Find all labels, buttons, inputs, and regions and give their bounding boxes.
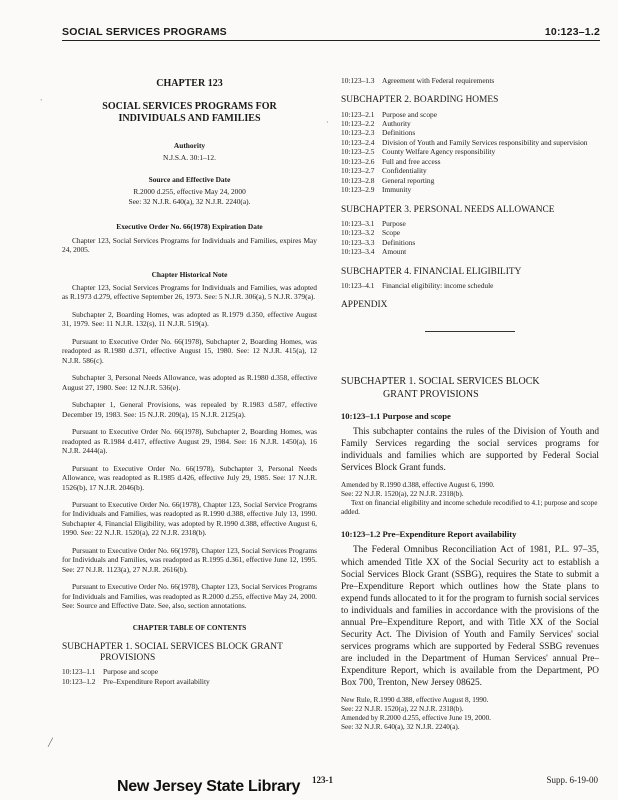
toc-item-number: 10:123–2.5 <box>341 147 375 157</box>
toc-item-number: 10:123–2.2 <box>341 118 375 128</box>
toc-item-text: Purpose <box>382 218 406 228</box>
toc-item-text: County Welfare Agency responsibility <box>382 147 496 157</box>
toc-item[interactable] <box>341 166 599 175</box>
toc-item[interactable] <box>341 219 599 228</box>
historical-note <box>62 283 317 611</box>
header-section-number: 10:123–1.2 <box>544 26 600 38</box>
running-header <box>62 26 600 41</box>
section-notes-1-1 <box>341 481 599 517</box>
supplement-date: Supp. 6-19-00 <box>546 775 598 785</box>
section-title-1-1: 10:123–1.1 Purpose and scope <box>341 411 451 422</box>
section-note: See: 22 N.J.R. 1520(a), 22 N.J.R. 2318(b). <box>341 705 464 714</box>
toc-item-number: 10:123–2.8 <box>341 175 375 185</box>
toc-item[interactable] <box>341 185 599 194</box>
history-paragraph: Pursuant to Executive Order No. 66(1978), Chapter 123, Social Services Programs for Individuals and Families, was readopted as R.1995 d.361, effective June 12, 1995. See: 27 N.J.R. 1123(a), 27 N.J.R. 2616(b). <box>62 545 317 574</box>
toc-list <box>62 667 317 686</box>
subchapter-title-cont: GRANT PROVISIONS <box>383 388 479 400</box>
page-number: 123-1 <box>312 775 333 785</box>
toc-item-number: 10:123–2.9 <box>341 185 375 195</box>
history-paragraph: Subchapter 1, General Provisions, was repealed by R.1983 d.587, effective December 19, 1983. See: 15 N.J.R. 209(a), 15 N.J.R. 2125(a). <box>62 400 317 419</box>
toc-item[interactable] <box>341 147 599 156</box>
toc-item-text: Division of Youth and Family Services responsibility and supervision <box>382 137 588 147</box>
source-line: R.2000 d.255, effective May 24, 2000 <box>133 187 246 197</box>
toc-item-text: Financial eligibility: income schedule <box>382 280 494 290</box>
authority-text: N.J.S.A. 30:1–12. <box>163 153 216 163</box>
toc-item[interactable] <box>62 667 317 676</box>
section-note: Amended by R.2000 d.255, effective June 19, 2000. <box>341 714 491 723</box>
toc-heading: CHAPTER TABLE OF CONTENTS <box>132 623 247 632</box>
toc-item[interactable] <box>341 138 599 147</box>
toc-item-text: Authority <box>382 118 411 128</box>
toc-item-number: 10:123–3.3 <box>341 237 375 247</box>
section-divider <box>425 331 515 332</box>
toc-item[interactable] <box>341 281 599 290</box>
source-heading: Source and Effective Date <box>148 174 231 184</box>
margin-mark: ` <box>40 98 43 107</box>
toc-item-text: Full and free access <box>382 156 441 166</box>
toc-item-number: 10:123–4.1 <box>341 280 375 290</box>
section-note: See: 32 N.J.R. 640(a), 32 N.J.R. 2240(a). <box>341 723 460 732</box>
toc-subchapter-4: SUBCHAPTER 4. FINANCIAL ELIGIBILITY <box>341 266 522 277</box>
toc-item[interactable] <box>341 157 599 166</box>
toc-subchapter-title: SUBCHAPTER 1. SOCIAL SERVICES BLOCK GRANT <box>62 641 283 652</box>
toc-item[interactable] <box>341 119 599 128</box>
chapter-title: SOCIAL SERVICES PROGRAMS FOR INDIVIDUALS AND FAMILIES <box>102 100 277 124</box>
margin-mark: ╱ <box>48 738 53 747</box>
margin-mark: · <box>326 118 329 127</box>
history-paragraph: Pursuant to Executive Order No. 66(1978), Subchapter 3, Personal Needs Allowance, was readopted as R.1985 d.426, effective July 29, 1985. See: 17 N.J.R. 1526(b), 17 N.J.R. 2046(b). <box>62 463 317 492</box>
history-paragraph: Subchapter 2, Boarding Homes, was adopted as R.1979 d.350, effective August 31, 1979. See: 11 N.J.R. 132(s), 11 N.J.R. 519(a). <box>62 309 317 329</box>
left-column <box>62 76 317 686</box>
toc-item-number: 10:123–2.6 <box>341 156 375 166</box>
toc-item-text: Amount <box>382 247 407 257</box>
toc-item[interactable] <box>341 176 599 185</box>
toc-item[interactable] <box>341 228 599 237</box>
toc-appendix[interactable]: APPENDIX <box>341 300 388 311</box>
source-line: See: 32 N.J.R. 640(a), 32 N.J.R. 2240(a). <box>128 196 251 206</box>
toc-item[interactable] <box>341 110 599 119</box>
historical-note-heading: Chapter Historical Note <box>151 269 228 279</box>
toc-item[interactable] <box>341 128 599 137</box>
toc-item-text: Definitions <box>382 128 416 138</box>
history-paragraph: Pursuant to Executive Order No. 66(1978), Subchapter 2, Boarding Homes, was readopted as R.1980 d.371, effective August 15, 1980. See: 12 N.J.R. 415(a), 12 N.J.R. 586(c). <box>62 336 317 365</box>
toc-item-number: 10:123–2.4 <box>341 137 375 147</box>
toc-item-number: 10:123–1.1 <box>62 667 96 677</box>
toc-list <box>341 219 599 257</box>
toc-subchapter-title-cont: PROVISIONS <box>100 653 156 664</box>
toc-item-text: Agreement with Federal requirements <box>382 76 495 85</box>
toc-item-text: General reporting <box>382 175 435 185</box>
section-body-1-2: The Federal Omnibus Reconciliation Act of 1981, P.L. 97–35, which amended Title XX of the Social Security act to establish a Social Services Block Grant (SSBG), requires the State to submit a Pre–Expenditure Report which outlines how the State plans to expend funds allocated to it for the program to furnish social services to individuals and families in accordance with the provisions of the annual Pre–Expenditure Report, and with Title XX of the Social Security Act. The Division of Youth and Family Services' social services programs which are supported by Federal SSBG revenues are included in the Department of Human Services' annual Pre–Expenditure Report, which is available from the Department, PO Box 700, Trenton, New Jersey 08625. <box>341 545 599 689</box>
history-paragraph: Pursuant to Executive Order No. 66(1978), Chapter 123, Social Services Programs for Individuals and Families, was readopted as R.2000 d.255, effective May 24, 2000. See: Source and Effective Date. See, also, section annotations. <box>62 582 317 611</box>
history-paragraph: Chapter 123, Social Services Programs for Individuals and Families, was adopted as R.1973 d.279, effective September 26, 1973. See: 5 N.J.R. 306(a), 5 N.J.R. 379(a). <box>62 283 317 302</box>
toc-item-number: 10:123–3.2 <box>341 228 375 238</box>
toc-item-number: 10:123–2.7 <box>341 166 375 176</box>
toc-list <box>341 110 599 195</box>
section-notes-1-2 <box>341 696 599 732</box>
toc-item-number: 10:123–2.1 <box>341 109 375 119</box>
section-note: Text on financial eligibility and income schedule recodified to 4.1; purpose and scope added. <box>341 499 598 517</box>
history-paragraph: Subchapter 3, Personal Needs Allowance, was adopted as R.1980 d.358, effective August 27, 1980. See: 12 N.J.R. 536(e). <box>62 373 317 392</box>
toc-item-text: Scope <box>382 228 401 238</box>
chapter-number: CHAPTER 123 <box>156 78 223 89</box>
authority-heading: Authority <box>173 140 206 150</box>
toc-item-text: Confidentiality <box>382 166 427 176</box>
toc-subchapter-1 <box>62 642 317 665</box>
toc-item-number: 10:123–1.3 <box>341 76 375 85</box>
toc-item-text: Purpose and scope <box>382 109 438 119</box>
toc-item[interactable] <box>341 247 599 256</box>
section-body-1-1: This subchapter contains the rules of the Division of Youth and Family Services regarding the social services programs for individuals and families which are supported by Federal Social Services Block Grant funds. <box>341 427 599 474</box>
toc-item[interactable] <box>62 677 317 686</box>
exec-order-text: Chapter 123, Social Services Programs for Individuals and Families, expires May 24, 2005. <box>62 235 317 255</box>
toc-item[interactable] <box>341 238 599 247</box>
toc-list <box>341 281 599 290</box>
toc-item-text: Purpose and scope <box>103 667 159 677</box>
history-paragraph: Pursuant to Executive Order No. 66(1978), Subchapter 2, Boarding Homes, was readopted as R.1984 d.417, effective August 29, 1984. See: 16 N.J.R. 1450(a), 16 N.J.R. 2444(a). <box>62 427 317 456</box>
toc-item-number: 10:123–2.3 <box>341 128 375 138</box>
toc-item-number: 10:123–1.2 <box>62 676 96 686</box>
section-note: New Rule, R.1990 d.388, effective August 8, 1990. <box>341 696 489 705</box>
section-title-1-2: 10:123–1.2 Pre–Expenditure Report availability <box>341 529 517 540</box>
toc-subchapter-2: SUBCHAPTER 2. BOARDING HOMES <box>341 95 499 106</box>
section-note: Amended by R.1990 d.388, effective August 6, 1990. <box>341 481 495 490</box>
header-title: SOCIAL SERVICES PROGRAMS <box>62 26 227 38</box>
toc-item-number: 10:123–3.4 <box>341 247 375 257</box>
subchapter-title: SUBCHAPTER 1. SOCIAL SERVICES BLOCK <box>341 376 540 388</box>
history-paragraph: Pursuant to Executive Order No. 66(1978), Chapter 123, Social Service Programs for Individuals and Families, was readopted as R.1990 d.388, effective July 13, 1990. Subchapter 4, Financial Eligibility, was adopted by R.1990 d.388, effective August 6, 1990. See: 22 N.J.R. 1520(a), 22 N.J.R. 2318(b). <box>62 499 317 538</box>
toc-item-text: Definitions <box>382 237 416 247</box>
toc-item[interactable] <box>341 76 599 85</box>
subchapter-1-heading <box>341 376 599 401</box>
section-note: See: 22 N.J.R. 1520(a), 22 N.J.R. 2318(b). <box>341 490 464 499</box>
toc-item-number: 10:123–3.1 <box>341 218 375 228</box>
toc-item-text: Immunity <box>382 185 412 195</box>
exec-order-heading: Executive Order No. 66(1978) Expiration Date <box>116 222 263 232</box>
toc-subchapter-3: SUBCHAPTER 3. PERSONAL NEEDS ALLOWANCE <box>341 204 555 215</box>
toc-item-text: Pre–Expenditure Report availability <box>103 676 210 686</box>
right-column <box>341 76 599 732</box>
library-stamp: New Jersey State Library <box>117 778 301 795</box>
